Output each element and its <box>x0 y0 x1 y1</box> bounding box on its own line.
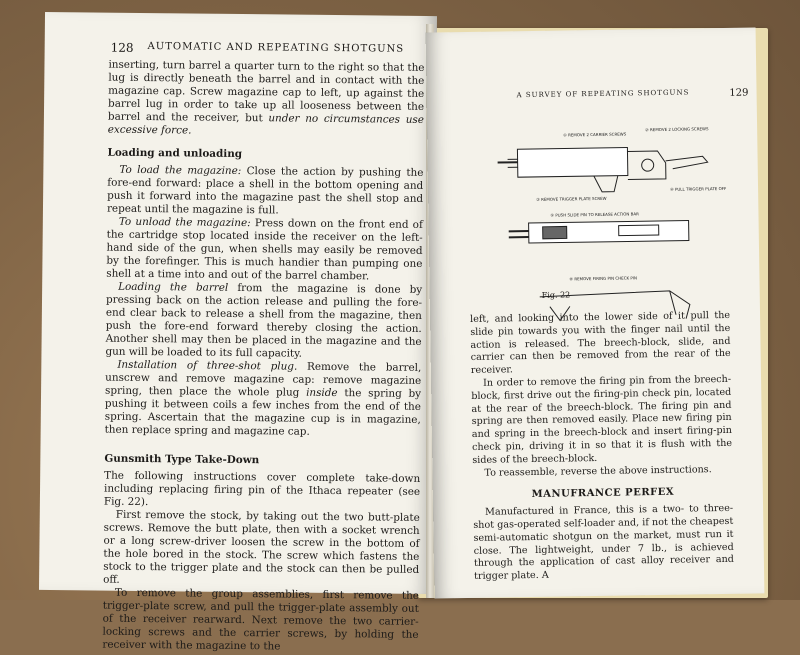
right-running-head <box>426 27 757 103</box>
left-running-title: AUTOMATIC AND REPEATING SHOTGUNS <box>147 41 405 55</box>
label-6: ⑥ REMOVE FIRING PIN CHECK PIN <box>569 275 637 282</box>
takedown-paragraph-3: To remove the group assemblies, first remove the trigger-plate screw, and pull the trigger-plate assembly out of the receiver rearward. Next remove the two carrier-locking screws and the carrier screws, by holding the receiver with the magazine to the <box>102 586 420 653</box>
unload-lead: To unload the magazine: <box>118 215 251 230</box>
label-4: ④ PULL TRIGGER PLATE OFF <box>670 185 727 192</box>
firing-pin-paragraph: In order to remove the firing pin from the breech-block, first drive out the firing-pin check pin, located at the rear of the breech-block. The firing pin and spring are then removed easily. Place new firing pin and spring in the breech-block and insert firing-pin check pin, driving it in so that it is flush with the sides of the breech-block. <box>471 373 733 466</box>
opening-italic: under no circumstances use excessive force. <box>107 112 425 137</box>
left-page <box>39 12 437 653</box>
right-body-text <box>470 310 734 584</box>
section-heading-loading: Loading and unloading <box>107 146 243 161</box>
open-book <box>18 8 780 653</box>
breech-block-drawing <box>509 221 689 244</box>
unload-magazine-paragraph <box>106 216 423 284</box>
perfex-paragraph: Manufactured in France, this is a two- to three-shot gas-operated self-loader and, if not the cheapest semi-automatic shotgun on the market, must run it close. The lightweight, under 7 lb., is achieved through the application of cast alloy receiver and trigger plate. A <box>473 503 734 583</box>
section-heading-perfex: MANUFRANCE PERFEX <box>531 487 675 501</box>
loading-barrel-paragraph <box>105 281 422 362</box>
barrel-lead: Loading the barrel <box>118 280 229 294</box>
right-running-title: A SURVEY OF REPEATING SHOTGUNS <box>516 88 690 100</box>
plug-inside: inside <box>306 386 338 400</box>
label-3: ③ REMOVE TRIGGER PLATE SCREW <box>536 195 607 202</box>
plug-paragraph <box>105 359 422 440</box>
left-running-head <box>45 12 437 58</box>
plug-lead: Installation of three-shot plug. <box>117 358 298 373</box>
left-body-text <box>102 59 424 655</box>
label-5: ⑤ PUSH SLIDE PIN TO RELEASE ACTION BAR <box>550 211 639 218</box>
figure-caption: Fig. 22 <box>541 290 571 300</box>
plug-text-2: the spring by pushing it between coils a few inches from the end of the spring. Ascertain that the magazine cup is in magazine, then replace spring and magazine cap. <box>104 387 422 438</box>
takedown-paragraph-1: The following instructions cover complete take-down including replacing firing pin of the Ithaca repeater (see Fig. 22). <box>103 469 421 509</box>
load-lead: To load the magazine: <box>119 163 242 178</box>
label-1: ① REMOVE 2 CARRIER SCREWS <box>563 131 627 138</box>
label-2: ② REMOVE 2 LOCKING SCREWS <box>645 126 709 133</box>
unload-text: Press down on the front end of the cartridge stop located inside the receiver on the left-hand side of the gun, when shells may easily be removed by the forefinger. This is much handier than pumping one shell at a time into and out of the barrel chamber. <box>106 217 423 283</box>
opening-text: inserting, turn barrel a quarter turn to the right so that the lug is directly beneath the barrel and in contact with the magazine cap. Screw magazine cap to left, up against the barrel lug in order to take up all looseness between the barrel and the receiver, but <box>107 58 425 125</box>
left-page-number: 128 <box>110 40 134 55</box>
load-text: Close the action by pushing the fore-end forward: place a shell in the bottom opening and push it forward into the magazine past the shell stop and repeat until the magazine is full. <box>106 165 424 217</box>
takedown-paragraph-2: First remove the stock, by taking out the two butt-plate screws. Remove the butt plate, then with a socket wrench or a long screw-driver loosen the screw in the bottom of the hole bored in the stock. The screw which fastens the stock to the trigger plate and the stock can then be pulled off. <box>103 508 420 586</box>
plug-text-1: Remove the barrel, unscrew and remove magazine cap: remove magazine spring, then place the whole plug <box>105 360 422 399</box>
barrel-text: from the magazine is done by pressing back on the action release and pulling the fore-end clear back to release a shell from the magazine, then push the fore-end forward thereby closing the action. Another shell may then be placed in the magazine and the gun will be loaded to its full capacity. <box>105 281 423 360</box>
right-page-number: 129 <box>729 87 749 99</box>
reassemble-paragraph: To reassemble, reverse the above instructions. <box>484 463 712 479</box>
continuation-paragraph: left, and looking into the lower side of it pull the slide pin towards you with the finger nail until the action is released. The breech-block, slide, and carrier can then be removed from the rear of the receiver. <box>469 309 731 377</box>
section-heading-takedown: Gunsmith Type Take-Down <box>104 452 260 467</box>
right-page <box>426 27 765 598</box>
load-magazine-paragraph <box>107 164 424 219</box>
opening-paragraph <box>108 59 425 140</box>
